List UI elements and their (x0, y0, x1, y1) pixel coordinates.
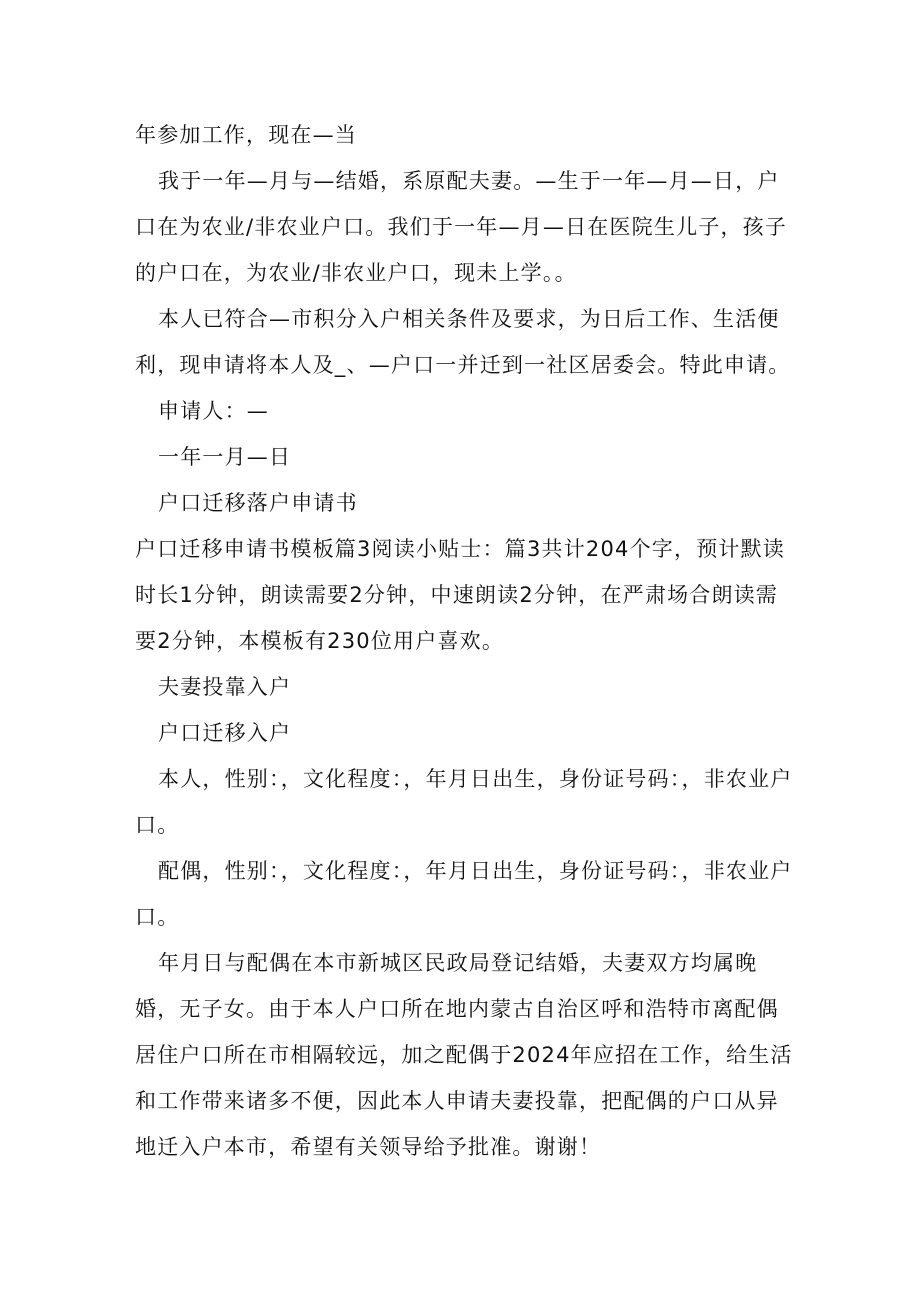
section-title-hukou-transfer: 户口迁移入户 (158, 721, 292, 745)
date-line: 一年一月—日 (158, 445, 292, 469)
paragraph-marriage-info: 我于一年—月与—结婚，系原配夫妻。—生于一年—月—日，户口在为农业/非农业户口。我们于一年—月—日在医院生儿子，孩子的户口在，为农业/非农业户口，现未上学。。 (135, 169, 788, 285)
section-title-hukou-application: 户口迁移落户申请书 (158, 491, 358, 515)
section-title-spouse-dependency: 夫妻投靠入户 (158, 675, 292, 699)
paragraph-request-details: 年月日与配偶在本市新城区民政局登记结婚，夫妻双方均属晚婚，无子女。由于本人户口所在地内蒙古自治区呼和浩特市离配偶居住户口所在市相隔较远，加之配偶于2024年应招在工作，给生活和工作带来诸多不便，因此本人申请夫妻投靠，把配偶的户口从异地迁入户本市，希望有关领导给予批准。谢谢！ (135, 951, 793, 1159)
paragraph-self-info: 本人，性别：，文化程度：，年月日出生，身份证号码：，非农业户口。 (135, 767, 793, 837)
paragraph-application-reason: 本人已符合—市积分入户相关条件及要求，为日后工作、生活便利，现申请将本人及_、—户口一并迁到一社区居委会。特此申请。 (135, 307, 791, 377)
reading-tip: 户口迁移申请书模板篇3阅读小贴士：篇3共计204个字，预计默读时长1分钟，朗读需要2分钟，中速朗读2分钟，在严肃场合朗读需要2分钟，本模板有230位用户喜欢。 (135, 537, 786, 653)
applicant-line: 申请人：— (158, 399, 269, 423)
paragraph-spouse-info: 配偶，性别：，文化程度：，年月日出生，身份证号码：，非农业户口。 (135, 859, 793, 929)
document-body (135, 112, 795, 1170)
paragraph-work-start: 年参加工作，现在—当 (135, 123, 357, 147)
